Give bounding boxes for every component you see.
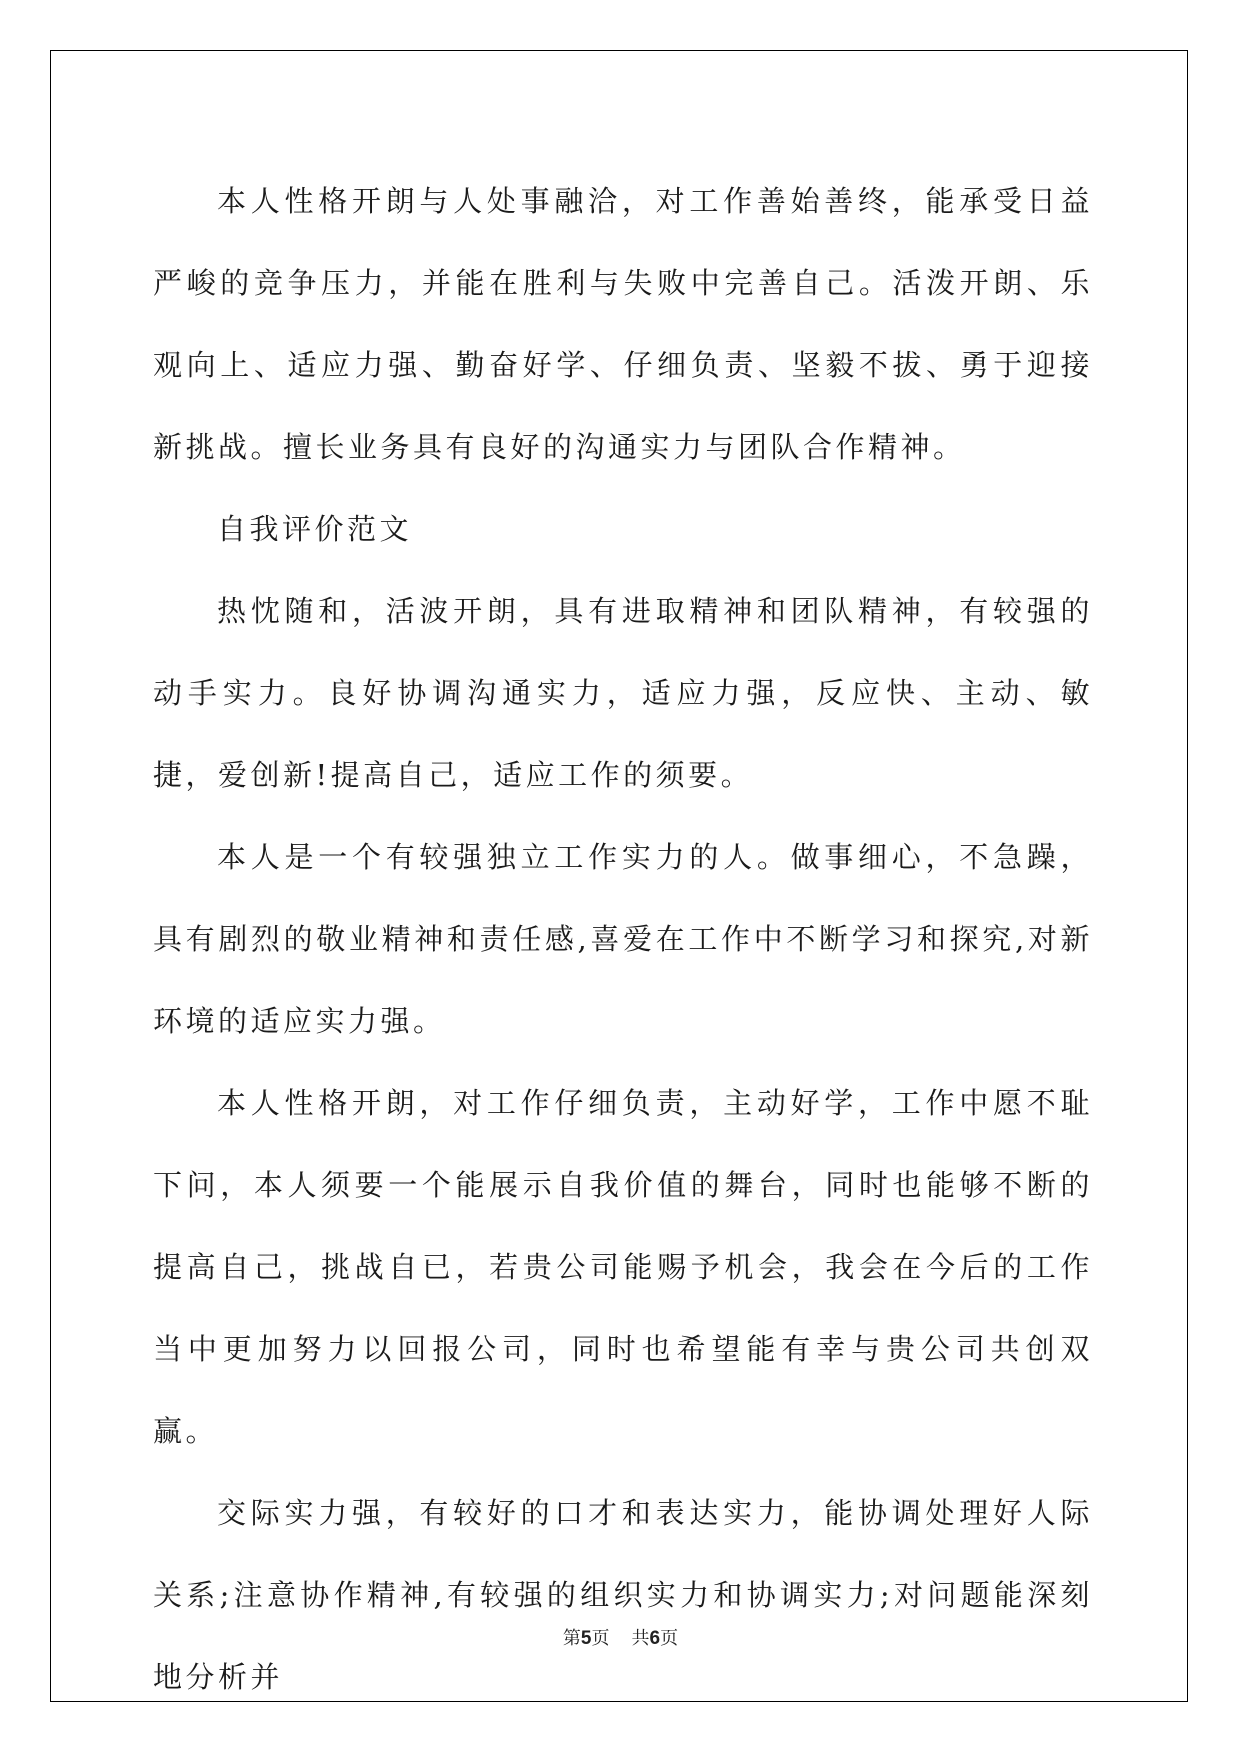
total-suffix: 页 xyxy=(660,1628,679,1649)
paragraph-3: 本人是一个有较强独立工作实力的人。做事细心，不急躁，具有剧烈的敬业精神和责任感,喜爱在工作中不断学习和探究,对新环境的适应实力强。 xyxy=(153,840,1093,1038)
page-prefix: 第 xyxy=(562,1628,581,1649)
page-footer xyxy=(0,1624,1241,1650)
paragraph-1: 本人性格开朗与人处事融洽，对工作善始善终，能承受日益严峻的竞争压力，并能在胜利与失败中完善自己。活泼开朗、乐观向上、适应力强、勤奋好学、仔细负责、坚毅不拔、勇于迎接新挑战。擅长业务具有良好的沟通实力与团队合作精神。 xyxy=(153,184,1093,464)
document-body xyxy=(153,160,1093,1718)
page-suffix: 页 xyxy=(591,1628,610,1649)
total-pages: 6 xyxy=(649,1628,661,1649)
section-heading: 自我评价范文 xyxy=(217,512,413,546)
page-number: 5 xyxy=(580,1628,592,1649)
paragraph-2: 热忱随和，活波开朗，具有进取精神和团队精神，有较强的动手实力。良好协调沟通实力，适应力强，反应快、主动、敏捷，爱创新!提高自己，适应工作的须要。 xyxy=(153,594,1093,792)
total-prefix: 共 xyxy=(631,1628,650,1649)
paragraph-4: 本人性格开朗，对工作仔细负责，主动好学，工作中愿不耻下问，本人须要一个能展示自我价值的舞台，同时也能够不断的提高自己，挑战自已，若贵公司能赐予机会，我会在今后的工作当中更加努力以回报公司，同时也希望能有幸与贵公司共创双赢。 xyxy=(153,1086,1093,1448)
paragraph-5: 交际实力强，有较好的口才和表达实力，能协调处理好人际关系;注意协作精神,有较强的组织实力和协调实力;对问题能深刻地分析并 xyxy=(153,1496,1093,1694)
